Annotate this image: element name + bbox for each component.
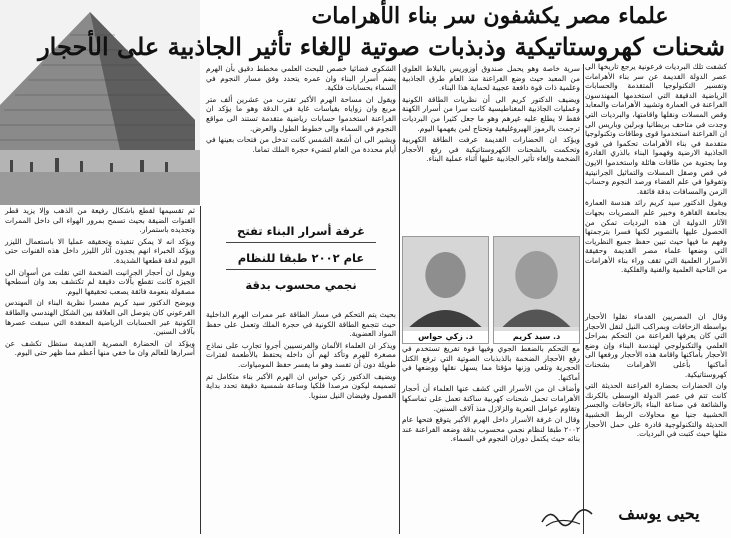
portrait-image [494, 237, 579, 327]
paragraph: وقال ان المصريين القدماء نقلوا الأحجار بواسطة الزحافات وبمراكب النيل لنقل الأحجار التي كان يعرفها الفراعنة من التحكم بمراحل العلمي والتكنولوجي لهندسة البناء وإن وضع الأحجار بأماكنها واقامة هذه الأحجار ورفعها الى أماكنها بأعلى الأهرامات بشحنات كهروستاتيكية. [585, 312, 727, 379]
paragraph: ويضيف الدكتور زكي حواس ان الهرم الأكبر بناء متكامل تم تصميمه ليكون مرصدا فلكيا وساعة شمسية دقيقة تحدد بداية الفصول وفيضان النيل سنويا. [206, 371, 396, 400]
portrait-photo [402, 236, 489, 344]
paragraph: الشكوى فضائيا خصص للبحث العلمي مخطط دقيق بأن الهرم يضم أسرار البناء وان عمره يتحدد وفق مسار النجوم في السماء بحسابات فلكية. [206, 64, 396, 93]
portrait-image [403, 237, 488, 327]
column-rule [200, 206, 201, 534]
paragraph: ويضيف الدكتور كريم الى أن نظريات الطاقة الكونية وعمليات الجاذبية المغناطيسية كانت سرا من أسرار الكهنة فقط لا يطلع عليه غيرهم وهو ما جعل كثيرا من البرديات ترجمت بالرموز الهيروغليفية وتحتاج لمن يفهمها اليوم. [402, 94, 580, 133]
paragraph: ويؤكد ان الحضارة المصرية القديمة ستظل تكشف عن أسرارها للعالم وان ما خفي منها أعظم مما ظهر حتى اليوم. [5, 338, 195, 358]
paragraph: ويقول ان مساحة الهرم الأكبر تقترب من عشرين ألف متر مربع وان زواياه بقياسات غاية في الدقة وهو ما يؤكد ان الفراعنة استخدموا حسابات رياضية متقدمة تستند الى مواقع النجوم في السماء وإلى خطوط الطول والعرض. [206, 94, 396, 133]
paragraph: ويذكر ان العلماء الألمان والفرنسيين أجروا تجارب على نماذج مصغرة للهرم وتأكد لهم أن داخله يحتفظ بالأطعمة لفترات طويلة دون أن تفسد وهو ما يفسر حفظ المومياوات. [206, 340, 396, 369]
pull-quote-line: عام ٢٠٠٢ طبقا للنظام [237, 251, 365, 265]
pull-quote-divider [226, 242, 376, 247]
photo-caption: د. زكي حواس [403, 331, 488, 343]
paragraph: ويقول ان أحجار الجرانيت الضخمة التي نقلت من أسوان الى الجيزة كانت تقطع بآلات دقيقة لم تكتشف بعد وان أسطحها مصقولة بنعومة فائقة يصعب تحقيقها اليوم. [5, 267, 195, 296]
paragraph: وقال ان غرفة الأسرار داخل الهرم الأكبر يتوقع فتحها عام ٢٠٠٢ طبقا لنظام نجمي محسوب بدقة وضعه الفراعنة عند بنائه حيث يكتمل دوران النجوم في السماء. [402, 415, 580, 444]
paragraph: سرية خاصة وهو يحمل صندوق أوزوريس بالبلاط العلوي من المعبد حيث وضع الفراعنة منذ العام طرق الجاذبية وعلمية ذات قوة دافعة عجيبة لحماية هذا البناء. [402, 64, 580, 93]
byline-area [540, 502, 726, 532]
paragraph: وان الحضارات بحضارة الفراعنة الحديثة التي كانت تتم في عصر الدولة الوسطى بالكرنك والشائعة في صناعة البناء بالزحافات والجسر الخشبية جنيا مع محاولات الربط الخشبية الحديثة والتكنولوجية قادرة على حمل الأحجار مثلها حيث كتبت في البرديات. [585, 381, 727, 439]
paragraph: ويؤكد ان الحضارات القديمة عرفت الطاقة الكهربية وتحكمت بالشحنات الكهروستاتيكية في رفع الأحجار الضخمة وإلغاء تأثير الجاذبية عليها أثناء عملية البناء. [402, 135, 580, 164]
paragraph: بحيث يتم التحكم في مسار الطاقة عبر ممرات الهرم الداخلية حيث تتجمع الطاقة الكونية في حجرة الملك وتعمل على حفظ المواد العضوية. [206, 310, 396, 339]
scribble-ornament-icon [540, 504, 600, 530]
paragraph: كشفت تلك البرديات فرعونية يرجع تاريخها الى عصر الدولة القديمة عن سر بناء الأهرامات وتفسير التكنولوجيا المتقدمة والحسابات الرياضية الدقيقة التي استخدمها المهندسون الفراعنة في العمارة وتشييد الأهرامات والمعابد وقص المسلات ونقلها واقامتها، والبرديات التي وجدت في متاحف بريطانيا وبرلين وباريس الى ان الفراعنة استخدموا قوى وطاقات وتكنولوجيا متقدمة في بناء الأهرامات تحكموا في قوى الجاذبية الارضية وفهموا البناء بالذري القادرة وما يحتوية من طاقات هائلة واستخدموا الايون في قص وصقل المسلات والتماثيل الجرانيتية وتفوقوا في علم الفضاء ورصد النجوم وحساب الزمن والمسافات بدقة فائقة. [585, 62, 727, 196]
photo-caption: د. سيد كريم [494, 331, 579, 343]
article-column-1 [585, 62, 727, 312]
pull-quote [206, 222, 396, 308]
column-rule [399, 64, 400, 534]
headline-main: شحنات كهروستاتيكية وذبذبات صوتية لإلغاء تأثير الجاذبية على الأحجار [38, 32, 725, 61]
article-column-3-lower [206, 310, 396, 536]
pull-quote-line: نجمي محسوب بدقة [245, 278, 357, 292]
paragraph: ويقول الدكتور سيد كريم رائد هندسة العمارة بجامعة القاهرة وخبير علم المصريات بجهات الآثار الدولية ان هذه البرديات تمكن من الحصول عليها بالتصوير لكنها فسرا بترجمتها وفهم ما فيها حيث تبين حفظ جميع النظريات التي وضعها علماء مصر القديمة وحقيقة الأسرار العلمية التي تقف وراء بناء الأهرامات من الناحية العلمية والفنية والفلكية. [585, 198, 727, 275]
headline-top: علماء مصر يكشفون سر بناء الأهرامات [311, 3, 669, 29]
paragraph: ثم تقسيمها لقطع باشكال رفيعة من الذهب وإلا يزيد قطر القنوات الضيقة بحيث تسمح بمرور الهواء الى داخل الممرات وتجديده باستمرار. [5, 206, 195, 235]
portrait-photo [493, 236, 580, 344]
byline: يحيى يوسف [618, 504, 700, 523]
column-rule [583, 64, 584, 534]
article-column-3 [206, 64, 396, 220]
article-column-2 [402, 64, 580, 236]
portrait-photos [402, 236, 580, 344]
paragraph: ويوضح الدكتور سيد كريم مفسرا نظرية البناء ان المهندس الفرعوني كان يتوصل الى العلاقة بين الشكل الهندسي والطاقة الكونية عبر الحسابات الرياضية المعقدة التي سبقت عصرها بآلاف السنين. [5, 298, 195, 337]
article-column-4 [5, 206, 195, 501]
paragraph: مع التحكم بالضغط الجوي وفيها قوة تفريغ تستخدم في رفع الأحجار الضخمة بالذبذبات الصوتية التي ترفع الكتل الحجرية وتلغي وزنها مؤقتا مما يسهل نقلها ووضعها في أماكنها. [402, 344, 580, 382]
paragraph: ويشير الى ان أشعة الشمس كانت تدخل من فتحات بعينها في أيام محددة من العام لتضيء حجرة الملك تماما. [206, 135, 396, 154]
pull-quote-line: غرفة أسرار البناء تفتح [237, 224, 365, 238]
pull-quote-divider [226, 269, 376, 274]
paragraph: ويؤكد انه لا يمكن تنفيذه وتحقيقه عمليا الا باستعمال الليزر ويؤكد الخبراء انهم يجدون آثار الليزر داخل هذه القنوات حتى اليوم لدقة قطعها الشديدة. [5, 236, 195, 265]
paragraph: وأضاف ان من الأسرار التي كشف عنها العلماء أن أحجار الأهرامات تحمل شحنات كهربية ساكنة تعمل على تماسكها وتقاوم عوامل التعرية والزلازل منذ آلاف السنين. [402, 384, 580, 413]
